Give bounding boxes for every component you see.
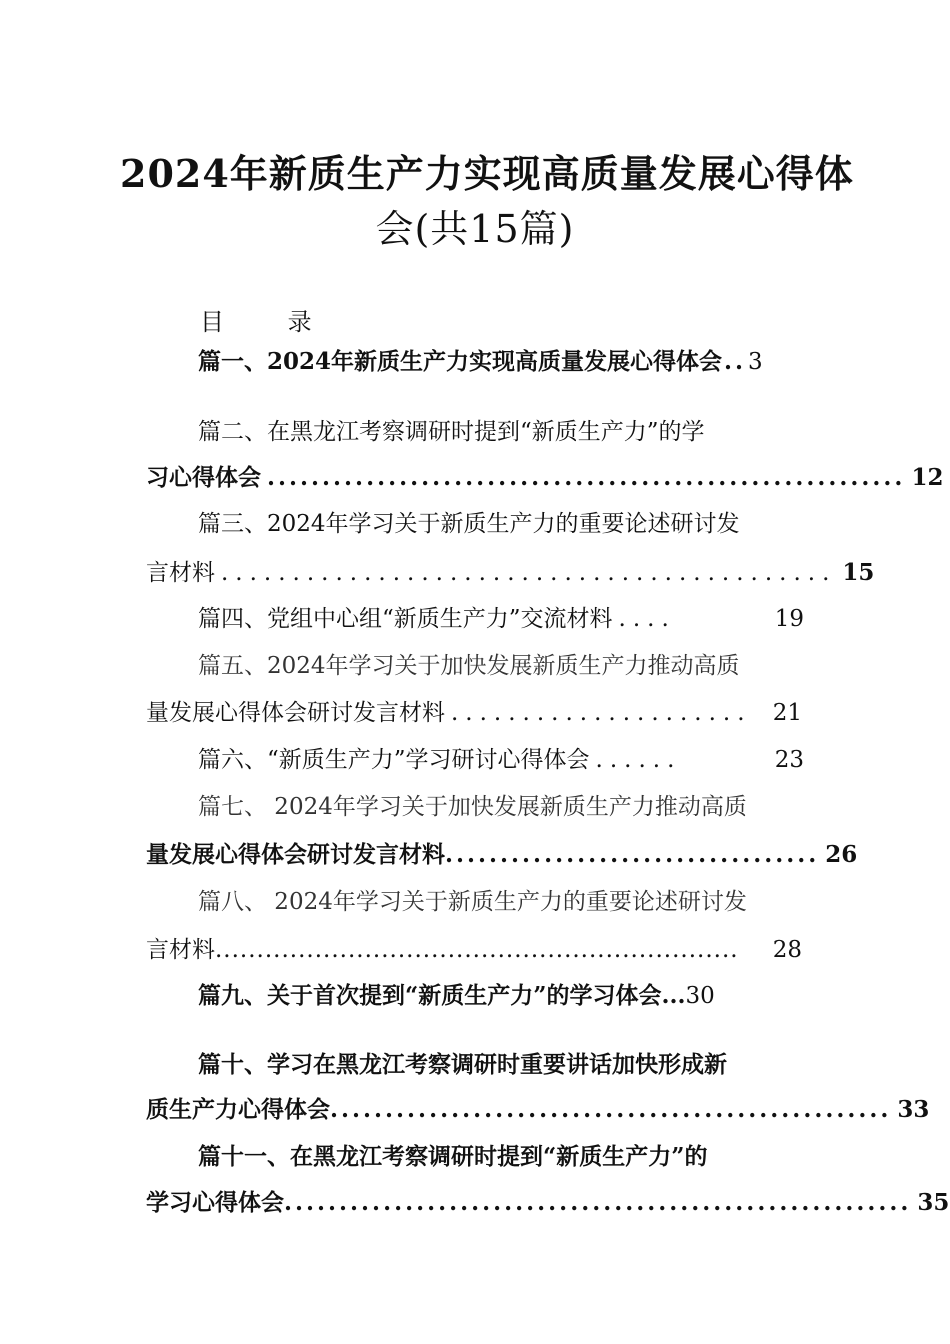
toc-entry-title: 篇四、党组中心组“新质生产力”交流材料	[198, 606, 613, 632]
toc-page-number: 23	[774, 747, 804, 773]
toc-entry-title: 言材料	[146, 560, 215, 586]
toc-entry-11-line-1[interactable]: 篇十一、在黑龙江考察调研时提到“新质生产力”的	[198, 1143, 708, 1170]
toc-page-number: 19	[774, 606, 804, 632]
toc-entry-5-line-2[interactable]	[146, 697, 802, 729]
document-title-line-1: 2024年新质生产力实现高质量发展心得体	[120, 151, 854, 196]
toc-leader-dots: ...	[661, 982, 686, 1009]
toc-entry-3-line-2[interactable]	[146, 557, 875, 589]
toc-heading: 目 录	[200, 308, 340, 336]
toc-entry-6[interactable]	[198, 744, 804, 776]
toc-page-number: 12	[911, 464, 944, 491]
toc-entry-2-line-1[interactable]: 篇二、在黑龙江考察调研时提到“新质生产力”的学	[198, 419, 705, 445]
toc-leader-dots: ...........................................	[221, 560, 837, 586]
toc-entry-title: 量发展心得体会研讨发言材料	[146, 700, 445, 726]
toc-leader-dots: ..........................................................	[267, 464, 906, 491]
toc-entry-4[interactable]	[198, 603, 804, 635]
toc-entry-2-line-2[interactable]	[146, 462, 944, 494]
toc-page-number: 30	[685, 983, 715, 1009]
toc-page-number: 21	[772, 700, 802, 726]
toc-leader-dots: .........................................................	[284, 1189, 912, 1216]
toc-page-number: 15	[842, 559, 875, 586]
toc-entry-8-line-1[interactable]: 篇八、 2024年学习关于新质生产力的重要论述研讨发	[198, 889, 747, 915]
toc-page-number: 3	[748, 349, 763, 375]
toc-entry-title: 篇九、关于首次提到“新质生产力”的学习体会	[198, 982, 662, 1009]
document-title-line-2: 会(共15篇)	[375, 207, 575, 251]
toc-entry-title: 篇一、2024年新质生产力实现高质量发展心得体会	[198, 348, 723, 375]
toc-entry-title: 习心得体会	[146, 464, 261, 491]
toc-entry-10-line-1[interactable]: 篇十、学习在黑龙江考察调研时重要讲话加快形成新	[198, 1051, 727, 1078]
toc-entry-9[interactable]	[198, 980, 715, 1012]
toc-entry-title: 质生产力心得体会	[146, 1096, 330, 1123]
toc-entry-3-line-1[interactable]: 篇三、2024年学习关于新质生产力的重要论述研讨发	[198, 511, 740, 537]
toc-entry-5-line-1[interactable]: 篇五、2024年学习关于加快发展新质生产力推动高质	[198, 653, 740, 679]
toc-entry-7-line-2[interactable]	[146, 839, 858, 871]
toc-entry-title: 篇六、“新质生产力”学习研讨心得体会	[198, 747, 590, 773]
toc-page-number: 28	[772, 937, 802, 963]
toc-page-number: 35	[917, 1189, 950, 1216]
toc-entry-title: 学习心得体会	[146, 1189, 284, 1216]
toc-page-number: 33	[897, 1096, 930, 1123]
toc-entry-10-line-2[interactable]	[146, 1094, 930, 1126]
toc-leader-dots: .....................	[451, 700, 752, 726]
toc-leader-dots: ..................................	[445, 841, 820, 868]
toc-entry-8-line-2[interactable]	[146, 934, 802, 966]
toc-page-number: 26	[825, 841, 858, 868]
toc-entry-7-line-1[interactable]: 篇七、 2024年学习关于加快发展新质生产力推动高质	[198, 794, 747, 820]
toc-leader-dots: ...............................................................	[215, 937, 739, 963]
toc-entry-title: 量发展心得体会研讨发言材料	[146, 841, 445, 868]
toc-leader-dots: ..	[724, 348, 747, 375]
toc-leader-dots: ....	[618, 606, 676, 632]
toc-entry-title: 言材料	[146, 937, 215, 963]
toc-leader-dots: ......	[595, 747, 682, 773]
toc-leader-dots: ...................................................	[330, 1096, 892, 1123]
toc-entry-11-line-2[interactable]	[146, 1187, 950, 1219]
toc-entry-1[interactable]	[198, 346, 804, 378]
